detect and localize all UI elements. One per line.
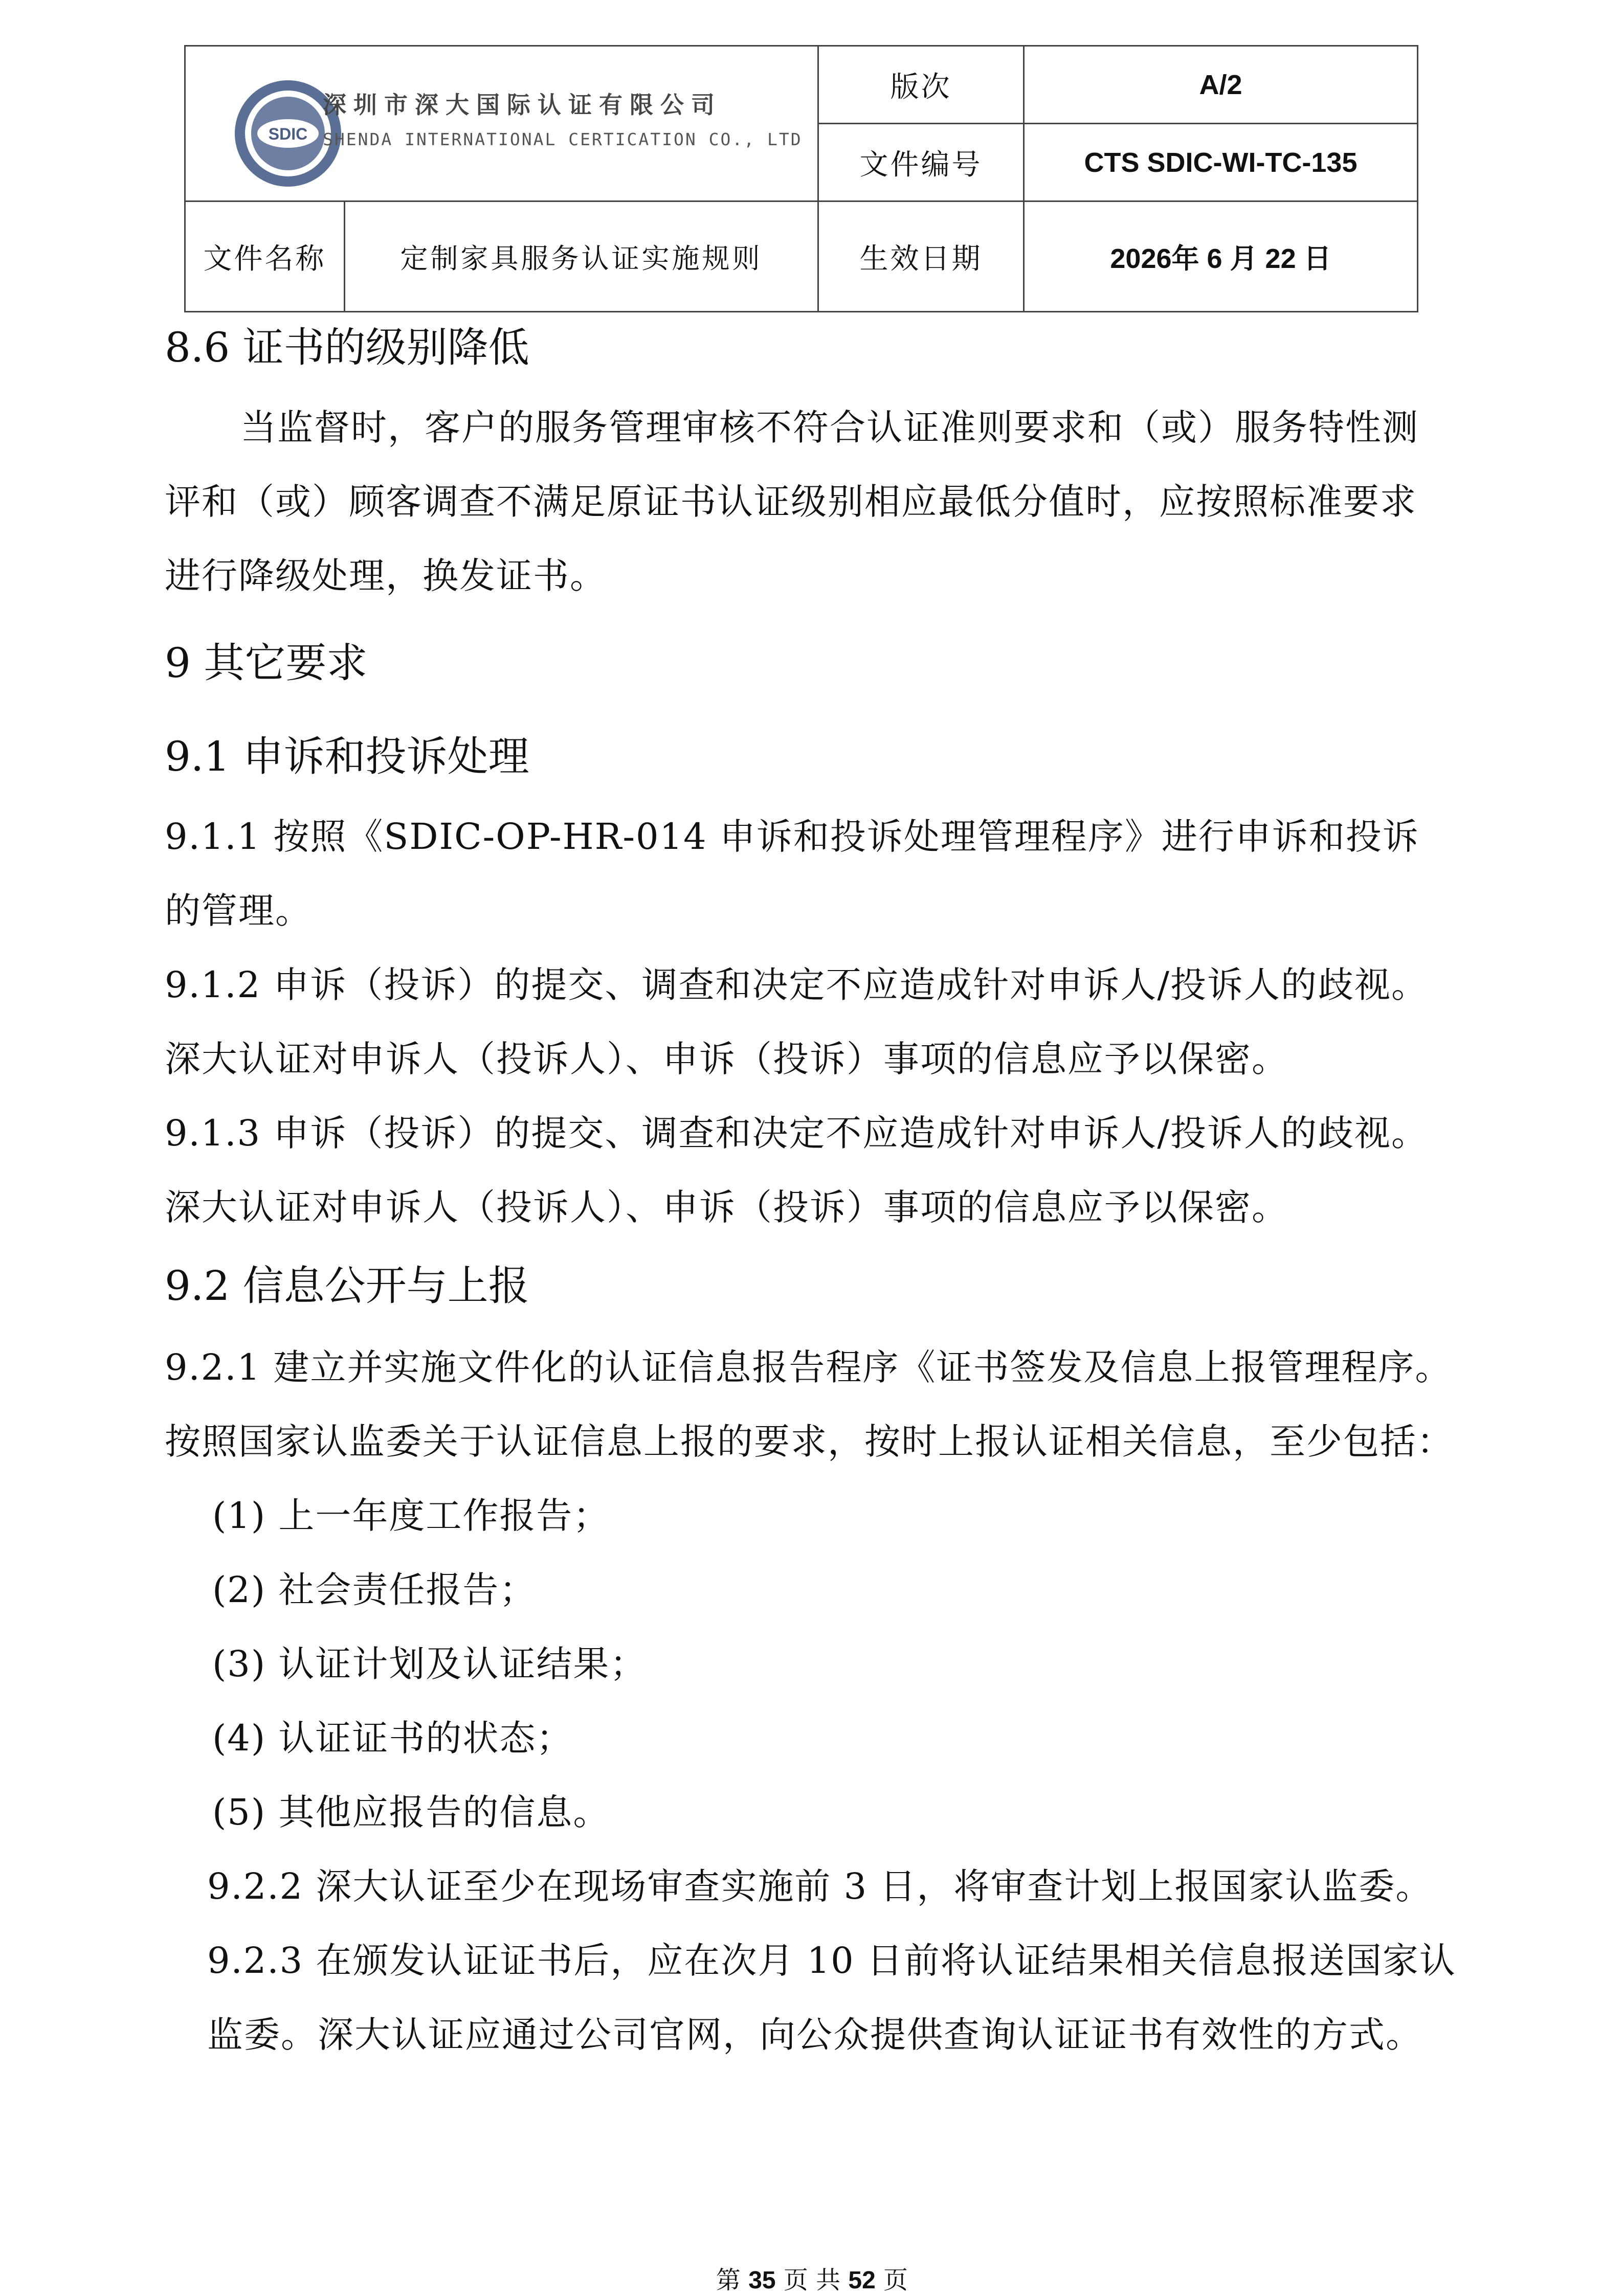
section-9-2-heading: 9.2 信息公开与上报	[165, 1262, 529, 1310]
list-item: (4) 认证证书的状态；	[212, 1717, 573, 1759]
list-item: (3) 认证计划及认证结果；	[212, 1643, 647, 1685]
section-9-1-heading: 9.1 申诉和投诉处理	[165, 733, 529, 780]
p923-line-1: 9.2.3 在颁发认证证书后，应在次月 10 日前将认证结果相关信息报送国家认	[207, 1940, 1456, 1982]
s86-line-2: 评和（或）顾客调查不满足原证书认证级别相应最低分值时，应按照标准要求	[165, 481, 1417, 523]
effective-date-value: 2026年 6 月 22 日	[1024, 201, 1418, 312]
s86-line-1: 当监督时，客户的服务管理审核不符合认证准则要求和（或）服务特性测	[240, 407, 1419, 448]
version-label: 版次	[818, 46, 1024, 124]
company-name-en: SHENDA INTERNATIONAL CERTICATION CO., LTD	[323, 129, 803, 149]
doc-number-label: 文件编号	[818, 124, 1024, 201]
p921-line-2: 按照国家认监委关于认证信息上报的要求，按时上报认证相关信息，至少包括：	[165, 1421, 1454, 1462]
page-mid: 页 共	[783, 2266, 841, 2294]
section-9-heading: 9 其它要求	[165, 639, 368, 687]
p911-line-1: 9.1.1 按照《SDIC-OP-HR-014 申诉和投诉处理管理程序》进行申诉和投诉	[165, 816, 1419, 858]
seal-text: SDIC	[268, 125, 308, 143]
page-suffix: 页	[883, 2266, 908, 2294]
page-total: 52	[848, 2267, 876, 2294]
p912-line-2: 深大认证对申诉人（投诉人）、申诉（投诉）事项的信息应予以保密。	[165, 1038, 1288, 1080]
version-value: A/2	[1024, 46, 1418, 124]
p913-line-1: 9.1.3 申诉（投诉）的提交、调查和决定不应造成针对申诉人/投诉人的歧视。	[165, 1112, 1428, 1154]
list-item: (2) 社会责任报告；	[212, 1569, 537, 1611]
company-logo-cell	[185, 46, 818, 201]
list-item: (1) 上一年度工作报告；	[212, 1495, 610, 1537]
effective-date-label: 生效日期	[818, 201, 1024, 312]
p922: 9.2.2 深大认证至少在现场审查实施前 3 日，将审查计划上报国家认监委。	[207, 1865, 1433, 1907]
page-prefix: 第	[716, 2266, 741, 2294]
p923-line-2: 监委。深大认证应通过公司官网，向公众提供查询认证证书有效性的方式。	[207, 2014, 1422, 2056]
p913-line-2: 深大认证对申诉人（投诉人）、申诉（投诉）事项的信息应予以保密。	[165, 1186, 1288, 1228]
section-8-6-heading: 8.6 证书的级别降低	[165, 324, 529, 371]
doc-number-value: CTS SDIC-WI-TC-135	[1024, 124, 1418, 201]
page-current: 35	[748, 2267, 776, 2294]
p912-line-1: 9.1.2 申诉（投诉）的提交、调查和决定不应造成针对申诉人/投诉人的歧视。	[165, 964, 1428, 1006]
p911-line-2: 的管理。	[165, 890, 312, 932]
p921-line-1: 9.2.1 建立并实施文件化的认证信息报告程序《证书签发及信息上报管理程序。	[165, 1346, 1452, 1388]
doc-name-label: 文件名称	[185, 201, 345, 312]
list-item: (5) 其他应报告的信息。	[212, 1791, 610, 1833]
page-number-footer	[0, 2260, 1624, 2295]
document-header-table	[184, 45, 1418, 312]
doc-name-value: 定制家具服务认证实施规则	[345, 201, 818, 312]
s86-line-3: 进行降级处理，换发证书。	[165, 555, 607, 597]
company-name-cn: 深圳市深大国际认证有限公司	[323, 91, 722, 119]
